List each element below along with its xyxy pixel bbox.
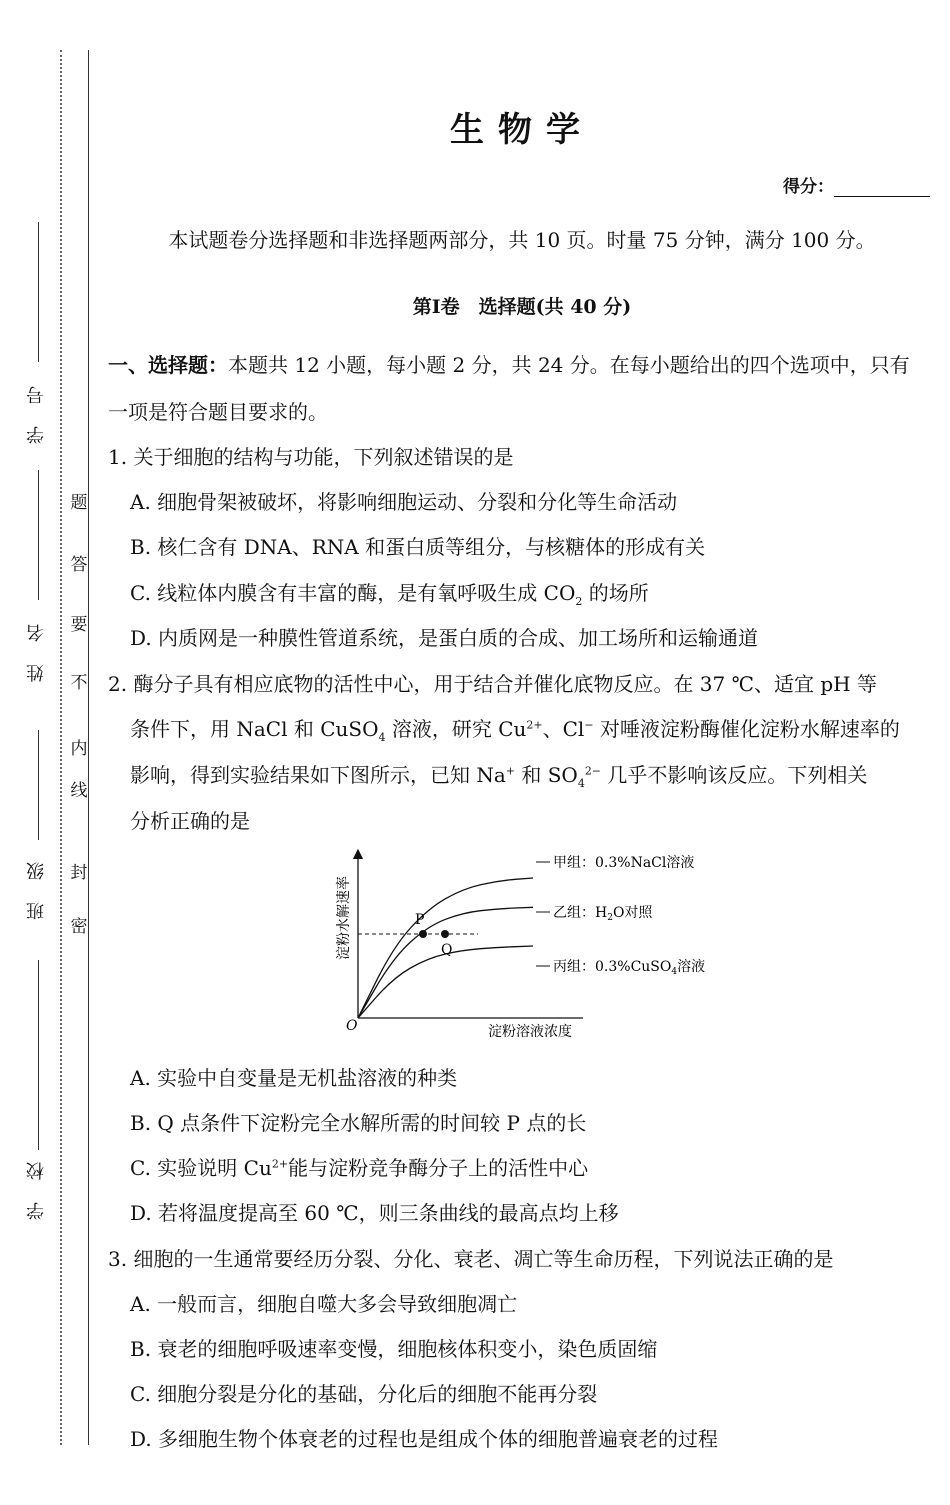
q2-stem-line3 [130,759,867,790]
page-title: 生物学 [450,110,594,150]
point-p [419,930,427,938]
legend-nacl: 甲组：0.3%NaCl溶液 [553,855,695,871]
q1-option-a[interactable]: A. 细胞骨架被破坏，将影响细胞运动、分裂和分化等生命活动 [130,490,678,514]
section1-label: 一、选择题： [108,353,228,377]
q2-c-text: C. 实验说明 Cu [130,1156,272,1180]
seal-char: 答 [70,555,88,575]
class-label: 班 级 [26,860,47,920]
q2-text: 几乎不影响该反应。下列相关 [601,763,868,787]
q1-stem: 1. 关于细胞的结构与功能，下列叙述错误的是 [108,445,514,469]
q2-sup: − [584,718,594,732]
q2-option-b[interactable]: B. Q 点条件下淀粉完全水解所需的时间较 P 点的长 [130,1111,587,1135]
score-blank[interactable] [834,180,930,197]
q3-option-a[interactable]: A. 一般而言，细胞自噬大多会导致细胞凋亡 [130,1292,518,1316]
q2-option-c[interactable] [130,1152,588,1181]
binding-margin [0,0,100,1505]
student-no-blank[interactable] [38,222,39,362]
q1-option-c[interactable] [130,577,649,608]
q2-text: 条件下，用 NaCl 和 CuSO [130,717,379,741]
q2-stem-line4: 分析正确的是 [130,809,250,833]
point-q [441,930,449,938]
dotted-cut-line [60,50,62,1445]
class-blank[interactable] [38,730,39,840]
q1-option-d[interactable]: D. 内质网是一种膜性管道系统，是蛋白质的合成、加工场所和运输通道 [130,626,759,650]
q2-sup: + [505,764,515,778]
y-axis-label: 淀粉水解速率 [336,876,352,960]
seal-char: 密 [70,917,88,937]
legend-h2o: 乙组：$H_2O$对照 [553,905,653,923]
q2-sup: 2+ [526,718,543,732]
q1-option-b[interactable]: B. 核仁含有 DNA、RNA 和蛋白质等组分，与核糖体的形成有关 [130,535,706,559]
school-label: 学 校 [26,1160,47,1220]
origin-label: O [346,1018,358,1034]
section1-heading [108,349,910,378]
school-blank[interactable] [38,960,39,1150]
q1-c-sub: 2 [575,595,583,608]
q2-stem-line1: 2. 酶分子具有相应底物的活性中心，用于结合并催化底物反应。在 37 ℃、适宜 pH 等 [108,672,877,696]
section1-instructions-2: 一项是符合题目要求的。 [108,400,328,424]
q2-c-text-end: 能与淀粉竞争酶分子上的活性中心 [288,1156,589,1180]
q2-c-sup: 2+ [271,1157,289,1171]
score-field [783,172,930,197]
seal-char: 题 [70,493,88,513]
seal-char: 线 [70,781,88,801]
q2-text: 、Cl [542,717,585,741]
score-label: 得分： [783,177,834,197]
name-blank[interactable] [38,470,39,600]
q2-sup: 2− [584,764,602,778]
point-q-label: Q [441,942,453,958]
q2-text: 和 SO [515,763,578,787]
q2-text: 影响，得到实验结果如下图所示，已知 Na [130,763,506,787]
q2-text: 溶液，研究 Cu [385,717,527,741]
q3-stem: 3. 细胞的一生通常要经历分裂、分化、衰老、凋亡等生命历程，下列说法正确的是 [108,1247,834,1271]
student-no-label: 学 号 [26,384,47,444]
q1-c-text-end: 的场所 [582,581,649,605]
section1-instructions: 本题共 12 小题，每小题 2 分，共 24 分。在每小题给出的四个选项中，只有 [228,353,910,377]
q2-stem-line2 [130,713,900,744]
part1-title: 第Ⅰ卷 选择题(共 40 分) [412,296,632,318]
q2-sub: 4 [378,731,386,744]
seal-char: 内 [70,739,88,759]
series-line-h2o [358,907,533,1018]
legend-cuso4: 丙组：0.3%CuSO$_4$溶液 [553,959,706,977]
q2-text: 对唾液淀粉酶催化淀粉水解速率的 [593,717,900,741]
q2-sub: 4 [577,777,585,790]
q3-option-d[interactable]: D. 多细胞生物个体衰老的过程也是组成个体的细胞普遍衰老的过程 [130,1427,719,1451]
x-axis-label: 淀粉溶液浓度 [488,1024,572,1040]
seal-char: 要 [70,615,88,635]
seal-char: 封 [70,863,88,883]
q2-option-a[interactable]: A. 实验中自变量是无机盐溶液的种类 [130,1066,458,1090]
name-label: 姓 名 [26,622,47,682]
q3-option-b[interactable]: B. 衰老的细胞呼吸速率变慢，细胞核体积变小，染色质固缩 [130,1337,658,1361]
q1-c-text: C. 线粒体内膜含有丰富的酶，是有氧呼吸生成 CO [130,581,576,605]
intro-text: 本试题卷分选择题和非选择题两部分，共 10 页。时量 75 分钟，满分 100 分。 [168,228,876,252]
q2-option-d[interactable]: D. 若将温度提高至 60 ℃，则三条曲线的最高点均上移 [130,1201,619,1225]
enzyme-rate-chart [328,848,738,1048]
q3-option-c[interactable]: C. 细胞分裂是分化的基础，分化后的细胞不能再分裂 [130,1382,598,1406]
point-p-label: P [415,912,425,928]
seal-char: 不 [70,673,88,693]
